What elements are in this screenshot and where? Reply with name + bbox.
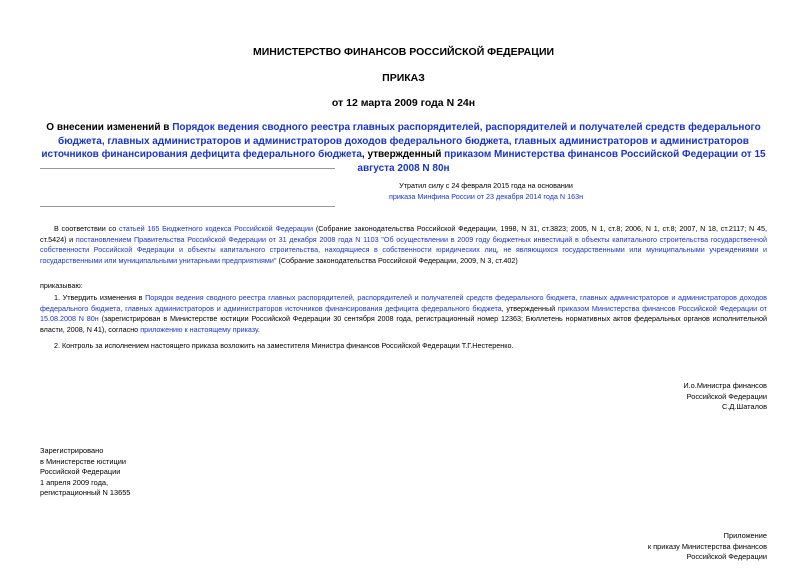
lost-force-link[interactable]: приказа Минфина России от 23 декабря 2014 года N 163н: [388, 191, 584, 201]
lost-force-note: [236, 181, 736, 202]
paragraph-item-1: [40, 293, 767, 335]
paragraph-order-word: приказываю:: [40, 281, 83, 290]
order-date: от 12 марта 2009 года N 24н: [331, 97, 476, 109]
order-title: [40, 121, 767, 175]
registration-line-3: Российской Федерации: [40, 467, 121, 476]
appendix-header: [648, 531, 767, 563]
appendix-line-2: к приказу Министерства финансов: [647, 541, 767, 551]
signature-name: С.Д.Шаталов: [721, 402, 767, 411]
registration-line-1: Зарегистрировано: [40, 446, 104, 455]
registration-date: 1 апреля 2009 года,: [40, 477, 109, 487]
item1-text-4: .: [257, 324, 260, 334]
link-budget-code-article-165[interactable]: статьей 165 Бюджетного кодекса Российской Федерации: [118, 224, 314, 233]
title-link-order-80n[interactable]: приказом Министерства финансов Российской Федерации от 15 августа 2008 N 80н: [357, 149, 766, 174]
item1-text-1: 1. Утвердить изменения в: [54, 293, 146, 302]
item1-link-procedure[interactable]: Порядок ведения сводного реестра главных распорядителей, распорядителей и получателей средств федерального бюджета, главных администраторов и администраторов доходов федерального бюджета, главных администраторов и администраторов источников финансирования дефицита федерального бюджета: [40, 293, 767, 313]
title-prefix: О внесении изменений в: [46, 122, 173, 133]
preamble-text-3: (Собрание законодательства Российской Федерации, 2009, N 3, ст.402): [276, 255, 518, 265]
signature-block: [683, 381, 767, 413]
title-middle: , утвержденный: [361, 149, 445, 160]
registration-number: регистрационный N 13655: [40, 488, 131, 497]
signature-country: Российской Федерации: [686, 391, 767, 401]
ministry-heading: МИНИСТЕРСТВО ФИНАНСОВ РОССИЙСКОЙ ФЕДЕРАЦИИ: [252, 46, 555, 58]
item1-text-2: , утвержденный: [501, 303, 558, 313]
divider-top: [40, 168, 335, 169]
item1-text-3: (зарегистрирован в Министерстве юстиции Российской Федерации 30 сентября 2008 года, регистрационный номер 12363; Бюллетень нормативных актов федеральных органов исполнительной власти, 2008, N 41), согласно: [40, 314, 768, 334]
lost-force-text: Утратил силу с 24 февраля 2015 года на основании: [399, 181, 573, 190]
registration-line-2: в Министерстве юстиции: [40, 456, 127, 466]
preamble-text-2: (Собрание законодательства Российской Федерации, 1998, N 31, ст.3823; 2005, N 1, ст.8; 2006, N 1, ст.8; 2007, N 18, ст.2117; N 45, ст.5424) и: [40, 224, 767, 244]
divider-bottom: [40, 206, 335, 207]
appendix-line-3: Российской Федерации: [686, 552, 767, 561]
paragraph-preamble: [40, 224, 767, 266]
order-heading: ПРИКАЗ: [382, 72, 425, 84]
item1-link-appendix[interactable]: приложению к настоящему приказу: [140, 324, 258, 334]
registration-block: [40, 446, 130, 499]
title-link-procedure[interactable]: Порядок ведения сводного реестра главных распорядителей, распорядителей и получателей средств федерального бюджета, главных администраторов и администраторов доходов федерального бюджета, главных администраторов и администраторов источников финансирования дефицита федерального бюджета: [41, 122, 761, 160]
signature-position: И.о.Министра финансов: [683, 381, 767, 390]
appendix-line-1: Приложение: [723, 531, 767, 540]
item1-link-order-80n[interactable]: приказом Министерства финансов Российской Федерации от 15.08.2008 N 80н: [40, 303, 767, 324]
preamble-text-1: В соответствии со: [54, 224, 119, 233]
link-government-resolution-1103[interactable]: постановлением Правительства Российской Федерации от 31 декабря 2008 года N 1103 "Об осуществлении в 2009 году бюджетных инвестиций в объекты капитального строительства государственной собственности Российской Федерации и объекты капитального строительства, находящиеся в собственности юридических лиц, не являющихся государственными или муниципальными учреждениями и государственными или муниципальными унитарными предприятиями": [40, 234, 767, 265]
paragraph-item-2: 2. Контроль за исполнением настоящего приказа возложить на заместителя Министра финансов Российской Федерации Т.Г.Нестеренко.: [54, 341, 514, 350]
